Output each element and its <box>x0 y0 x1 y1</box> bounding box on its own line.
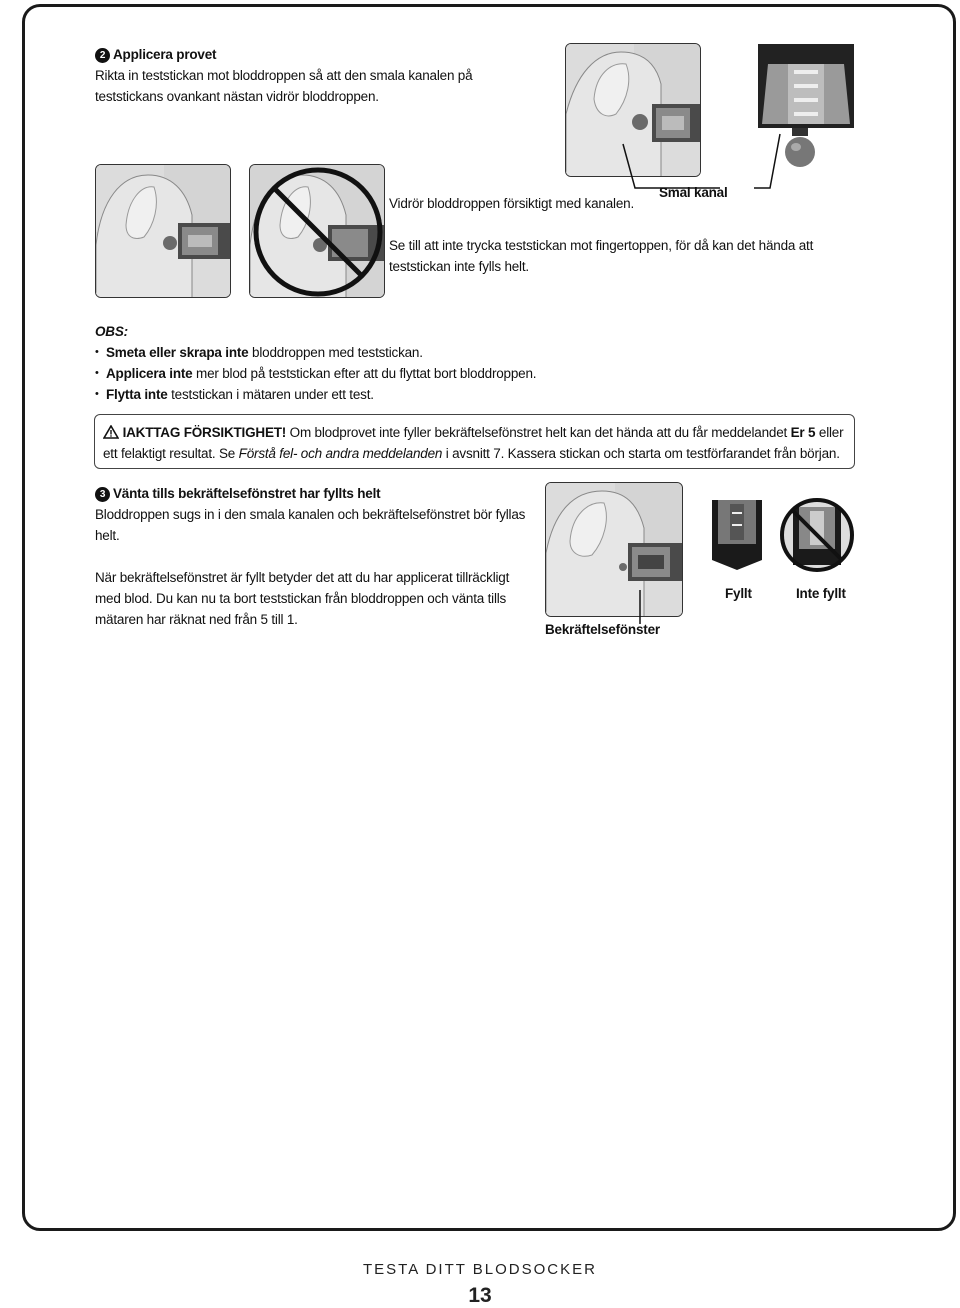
incorrect-position-photo <box>249 164 385 298</box>
obs-list <box>95 342 615 405</box>
not-filled-strip-icon <box>779 497 855 573</box>
filled-strip-icon <box>712 500 762 570</box>
footer-section-title: TESTA DITT BLODSOCKER <box>363 1261 597 1278</box>
section3-block <box>95 483 535 630</box>
obs-item: • Smeta eller skrapa inte bloddroppen med teststickan. <box>95 342 615 363</box>
obs-block <box>95 321 615 405</box>
obs-item: • Applicera inte mer blod på teststickan efter att du flyttat bort bloddroppen. <box>95 363 615 384</box>
section2-body: Rikta in teststickan mot bloddroppen så att den smala kanalen på teststickans ovankant nästan vidrör bloddroppen. <box>95 68 473 104</box>
error-code: Er 5 <box>790 425 816 440</box>
caution-title: IAKTTAG FÖRSIKTIGHET! <box>122 425 287 440</box>
page-number: 13 <box>468 1284 492 1307</box>
channel-label: Smal kanal <box>659 185 728 200</box>
filled-label: Fyllt <box>725 586 752 601</box>
pressure-note: Se till att inte trycka teststickan mot fingertoppen, för då kan det hända att teststickan inte fylls helt. <box>389 238 814 274</box>
confirmation-window-photo <box>545 482 683 617</box>
section3-body2: När bekräftelsefönstret är fyllt betyder det att du har applicerat tillräckligt med blod. Du kan nu ta bort teststickan från bloddroppen och vänta tills mätaren har räknat ned från 5 till 1. <box>95 570 510 627</box>
touch-caption: Vidrör bloddroppen försiktigt med kanalen. <box>389 196 635 211</box>
section2-block <box>95 44 535 107</box>
window-label: Bekräftelsefönster <box>545 622 660 637</box>
reference-link: Förstå fel- och andra meddelanden <box>238 446 443 461</box>
step-number-2: 2 <box>95 48 110 63</box>
strip-closeup <box>758 44 854 132</box>
caution-box: IAKTTAG FÖRSIKTIGHET! Om blodprovet inte fyller bekräftelsefönstret helt kan det hända att du får meddelandet Er 5 eller ett felaktigt resultat. Se Förstå fel- och andra meddelanden i avsnitt 7. Kassera stickan och starta om testförfarandet från början. <box>94 414 855 469</box>
section3-body1: Bloddroppen sugs in i den smala kanalen och bekräftelsefönstret bör fyllas helt. <box>95 507 526 543</box>
section2-heading: 2 Applicera provet <box>95 44 535 65</box>
step-number-3: 3 <box>95 487 110 502</box>
channel-callout <box>620 128 850 198</box>
warning-triangle-icon <box>103 425 119 439</box>
not-filled-label: Inte fyllt <box>796 586 846 601</box>
section3-heading: 3 Vänta tills bekräftelsefönstret har fyllts helt <box>95 483 535 504</box>
correct-position-photo <box>95 164 231 298</box>
obs-title: OBS: <box>95 324 128 339</box>
obs-item: • Flytta inte teststickan i mätaren under ett test. <box>95 384 615 405</box>
